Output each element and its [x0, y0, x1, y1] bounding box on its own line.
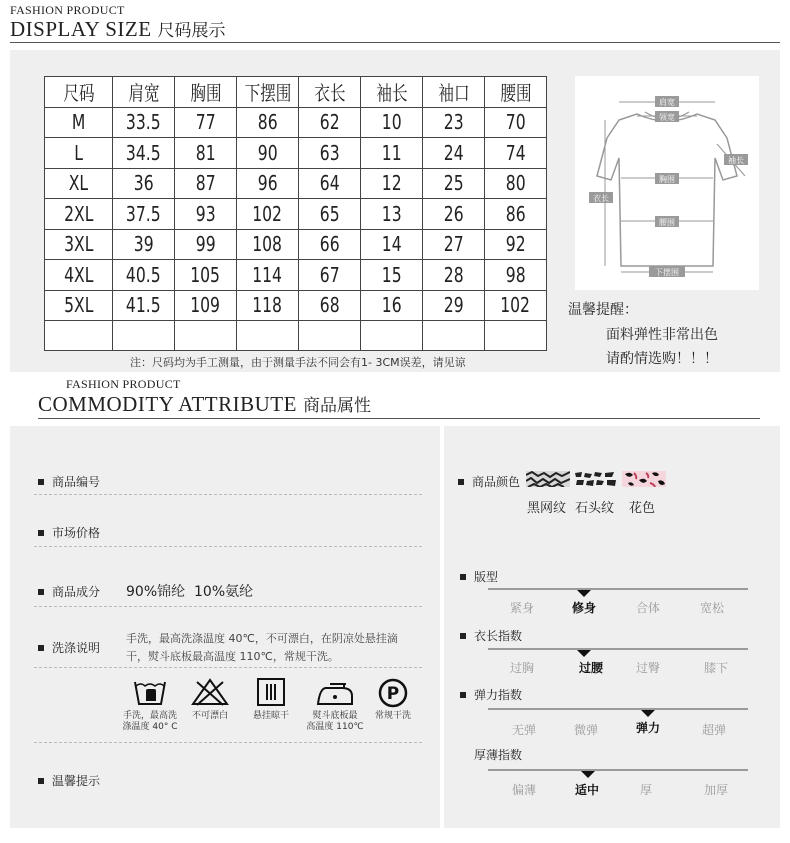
table-cell: 64 [299, 168, 361, 199]
table-cell: 105 [175, 260, 237, 291]
table-cell: 93 [175, 199, 237, 230]
table-cell: 99 [175, 229, 237, 260]
scale-thickness-option[interactable]: 偏薄 [511, 783, 536, 797]
iron-icon [316, 682, 354, 706]
table-cell: 86 [237, 107, 299, 138]
scale-thickness-title-text: 厚薄指数 [474, 748, 523, 762]
header2-rule [38, 418, 760, 419]
table-cell: 24 [423, 138, 485, 169]
table-cell: 68 [299, 290, 361, 321]
header2-title-cn: 商品属性 [302, 396, 371, 416]
table-cell: 11 [361, 138, 423, 169]
table-cell: 102 [485, 290, 547, 321]
table-cell: 108 [237, 229, 299, 260]
attr-tips [38, 772, 100, 789]
table-header-cell: 尺码 [45, 77, 113, 108]
scale-length-title-text: 衣长指数 [474, 629, 523, 643]
scale-thickness-title [474, 746, 522, 763]
divider [34, 494, 422, 495]
bullet-icon [38, 589, 44, 595]
table-cell: 27 [423, 229, 485, 260]
swatch-floral[interactable] [622, 471, 666, 487]
care-caption-hang-dry [245, 711, 297, 722]
diagram-label-collar: 领宽 [659, 113, 675, 122]
table-cell: 14 [361, 229, 423, 260]
table-cell: 16 [361, 290, 423, 321]
attr-tips-label: 温馨提示 [52, 774, 101, 788]
scale-fit-title [460, 568, 498, 585]
attr-color-label: 商品颜色 [472, 475, 521, 489]
table-cell: 39 [113, 229, 175, 260]
table-header-cell: 胸围 [175, 77, 237, 108]
table-cell [423, 321, 485, 351]
table-cell: 62 [299, 107, 361, 138]
scale-fit-option[interactable]: 合体 [635, 601, 660, 615]
header2-title [38, 391, 371, 417]
diagram-label-hem: 下摆围 [655, 268, 679, 277]
header2-small: FASHION PRODUCT [66, 377, 181, 391]
diagram-label-sleeve: 袖长 [728, 156, 744, 165]
table-cell: 3XL [45, 229, 113, 260]
table-cell: 118 [237, 290, 299, 321]
table-cell: 26 [423, 199, 485, 230]
scale-stretch-option[interactable]: 弹力 [635, 721, 660, 735]
attr-code [38, 473, 100, 490]
no-bleach-icon [191, 678, 229, 706]
table-cell: M [45, 107, 113, 138]
bullet-icon [458, 479, 464, 485]
table-cell: 23 [423, 107, 485, 138]
attr-price-label: 市场价格 [52, 526, 101, 540]
tips-title: 温馨提醒： [568, 302, 638, 318]
table-cell: 29 [423, 290, 485, 321]
table-row [45, 290, 547, 321]
table-row [45, 168, 547, 199]
table-cell: 90 [237, 138, 299, 169]
scale-fit-track [488, 588, 748, 590]
scale-thickness-track [488, 769, 748, 771]
care-caption-hand-wash [118, 711, 182, 733]
table-cell: 98 [485, 260, 547, 291]
table-cell: 87 [175, 168, 237, 199]
hand-wash-icon [133, 678, 167, 706]
scale-stretch-marker [641, 710, 655, 717]
tips-line1: 面料弹性非常出色 [606, 327, 718, 343]
attr-wash [38, 639, 100, 656]
table-cell [237, 321, 299, 351]
table-cell: XL [45, 168, 113, 199]
table-cell: 70 [485, 107, 547, 138]
table-row [45, 260, 547, 291]
scale-stretch-track [488, 708, 748, 710]
table-cell: 74 [485, 138, 547, 169]
care-caption-dry-clean [366, 711, 420, 722]
hang-dry-icon [257, 678, 285, 706]
scale-length-option[interactable]: 膝下 [703, 661, 728, 675]
table-header-cell: 下摆围 [237, 77, 299, 108]
table-cell: 81 [175, 138, 237, 169]
table-cell: 10 [361, 107, 423, 138]
table-cell: 114 [237, 260, 299, 291]
care-caption-line: 涤温度 40° C [122, 722, 178, 732]
header1-title-cn: 尺码展示 [157, 21, 226, 41]
care-caption-line: 高温度 110℃ [306, 722, 364, 732]
bullet-icon [38, 479, 44, 485]
scale-stretch-title-text: 弹力指数 [474, 688, 523, 702]
scale-length-option[interactable]: 过胸 [509, 661, 534, 675]
scale-stretch-title [460, 686, 522, 703]
scale-thickness-option[interactable]: 适中 [574, 783, 599, 797]
tshirt-diagram [575, 76, 759, 290]
attr-code-label: 商品编号 [52, 475, 101, 489]
table-cell: 40.5 [113, 260, 175, 291]
table-row [45, 138, 547, 169]
table-cell: 80 [485, 168, 547, 199]
table-cell: L [45, 138, 113, 169]
table-cell: 92 [485, 229, 547, 260]
attr-wash-value-2: 干，熨斗底板最高温度 110℃，常规干洗。 [126, 650, 339, 663]
diagram-label-shoulder: 肩宽 [659, 98, 675, 107]
header1-title [10, 16, 226, 42]
table-row [45, 107, 547, 138]
table-cell: 12 [361, 168, 423, 199]
care-caption-iron [304, 711, 366, 733]
size-table-header [45, 77, 547, 108]
table-cell: 34.5 [113, 138, 175, 169]
dry-clean-icon [378, 678, 408, 708]
table-cell: 28 [423, 260, 485, 291]
bullet-icon [460, 633, 466, 639]
tips-line2: 请酌情选购！！！ [606, 351, 718, 367]
table-cell: 4XL [45, 260, 113, 291]
scale-thickness-marker [581, 771, 595, 778]
diagram-label-length: 衣长 [593, 194, 609, 203]
table-cell: 109 [175, 290, 237, 321]
divider [34, 606, 422, 607]
attr-composition-value: 90%锦纶 10%氨纶 [126, 584, 254, 600]
header2-title-en: COMMODITY ATTRIBUTE [38, 392, 297, 416]
scale-fit-title-text: 版型 [474, 570, 499, 584]
header1-rule [10, 42, 780, 43]
divider [34, 742, 422, 743]
table-cell [485, 321, 547, 351]
table-cell: 5XL [45, 290, 113, 321]
size-note: 注：尺码均为手工测量，由于测量手法不同会有1- 3CM误差，请见谅 [130, 356, 466, 369]
table-cell: 36 [113, 168, 175, 199]
table-cell: 67 [299, 260, 361, 291]
scale-length-option[interactable]: 过腰 [578, 661, 603, 675]
table-cell [361, 321, 423, 351]
table-cell: 37.5 [113, 199, 175, 230]
bullet-icon [460, 692, 466, 698]
attr-composition [38, 583, 100, 600]
table-cell [299, 321, 361, 351]
bullet-icon [38, 778, 44, 784]
bullet-icon [460, 574, 466, 580]
attr-wash-value-1: 手洗，最高洗涤温度 40℃，不可漂白，在阴凉处悬挂滴 [126, 632, 398, 645]
divider [34, 667, 422, 668]
dry-clean-glyph: P [386, 684, 400, 704]
divider [34, 546, 422, 547]
table-cell: 86 [485, 199, 547, 230]
table-cell: 63 [299, 138, 361, 169]
scale-fit-marker [577, 590, 591, 597]
size-table [44, 76, 547, 351]
attr-wash-label: 洗涤说明 [52, 641, 101, 655]
scale-stretch-option[interactable]: 微弹 [573, 723, 598, 737]
table-cell: 2XL [45, 199, 113, 230]
care-caption-line: 手洗，最高洗 [122, 711, 177, 721]
color-name-black-mesh: 黑网纹 [527, 501, 567, 516]
table-cell: 66 [299, 229, 361, 260]
care-caption-line: 不可漂白 [191, 711, 228, 721]
table-cell: 41.5 [113, 290, 175, 321]
scale-fit-option[interactable]: 修身 [571, 601, 596, 615]
table-cell: 25 [423, 168, 485, 199]
table-row [45, 229, 547, 260]
table-row-empty [45, 321, 547, 351]
bullet-icon [38, 530, 44, 536]
table-header-cell: 腰围 [485, 77, 547, 108]
scale-length-track [488, 648, 748, 650]
table-cell: 65 [299, 199, 361, 230]
table-row [45, 199, 547, 230]
scale-length-title [460, 627, 522, 644]
color-name-stone: 石头纹 [575, 501, 615, 516]
scale-fit-option[interactable]: 紧身 [509, 601, 534, 615]
table-cell: 13 [361, 199, 423, 230]
panel-divider [440, 426, 444, 828]
table-cell: 96 [237, 168, 299, 199]
care-caption-line: 悬挂晾干 [252, 711, 289, 721]
table-cell: 102 [237, 199, 299, 230]
scale-length-option[interactable]: 过臀 [635, 661, 660, 675]
care-caption-no-bleach [184, 711, 236, 722]
attr-color [458, 473, 520, 490]
table-header-cell: 衣长 [299, 77, 361, 108]
swatch-black-mesh[interactable] [526, 471, 570, 487]
table-header-cell: 肩宽 [113, 77, 175, 108]
table-cell: 15 [361, 260, 423, 291]
table-cell [113, 321, 175, 351]
table-cell: 33.5 [113, 107, 175, 138]
table-cell [175, 321, 237, 351]
scale-stretch-option[interactable]: 无弹 [511, 723, 536, 737]
table-cell [45, 321, 113, 351]
scale-length-marker [577, 650, 591, 657]
scale-fit-option[interactable]: 宽松 [699, 601, 724, 615]
attr-price [38, 524, 100, 541]
diagram-label-waist: 腰围 [659, 218, 675, 227]
scale-thickness-option[interactable]: 厚 [639, 783, 652, 797]
care-caption-line: 熨斗底板最 [312, 711, 358, 721]
swatch-stone[interactable] [574, 471, 618, 487]
table-header-cell: 袖长 [361, 77, 423, 108]
diagram-label-chest: 胸围 [659, 175, 675, 184]
table-header-cell: 袖口 [423, 77, 485, 108]
header1-title-en: DISPLAY SIZE [10, 17, 152, 41]
scale-stretch-option[interactable]: 超弹 [701, 723, 726, 737]
tshirt-icon [575, 76, 759, 290]
attr-composition-label: 商品成分 [52, 585, 101, 599]
header1-small: FASHION PRODUCT [10, 3, 125, 17]
care-caption-line: 常规干洗 [374, 711, 411, 721]
scale-thickness-option[interactable]: 加厚 [703, 783, 728, 797]
table-cell: 77 [175, 107, 237, 138]
color-name-floral: 花色 [629, 501, 656, 516]
bullet-icon [38, 645, 44, 651]
